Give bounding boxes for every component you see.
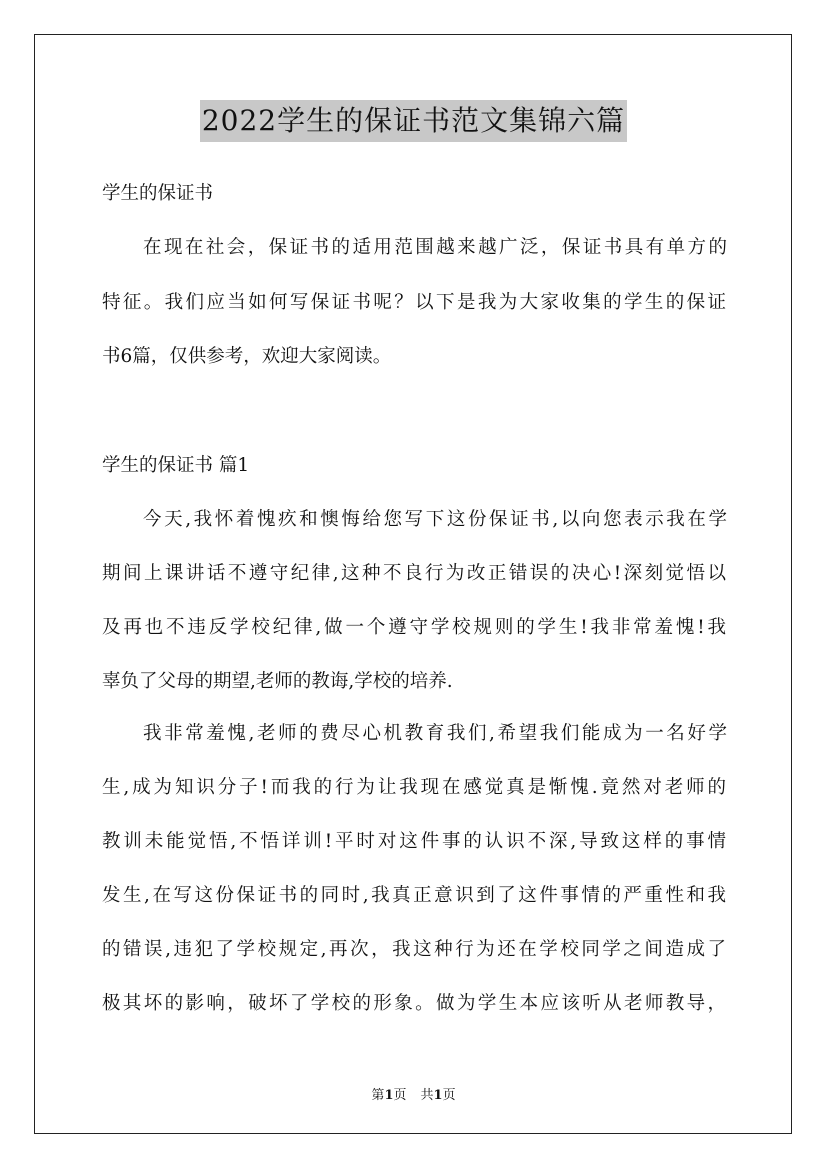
paragraph-line: 今天,我怀着愧疚和懊悔给您写下这份保证书,以向您表示我在学 xyxy=(143,509,727,530)
paragraph-line: 极其坏的影响，破坏了学校的形象。做为学生本应该听从老师教导， xyxy=(102,993,726,1014)
paragraph-line: 期间上课讲话不遵守纪律,这种不良行为改正错误的决心!深刻觉悟以 xyxy=(102,563,726,584)
intro-line: 特征。我们应当如何写保证书呢？以下是我为大家收集的学生的保证 xyxy=(102,292,726,313)
intro-heading: 学生的保证书 xyxy=(102,183,214,204)
page-number: 1 xyxy=(384,1088,394,1103)
paragraph-line: 教训未能觉悟,不悟详训!平时对这件事的认识不深,导致这样的事情 xyxy=(102,831,726,852)
page-suffix: 页 xyxy=(393,1088,407,1103)
page-prefix: 第 xyxy=(371,1088,385,1103)
paragraph-line: 的错误,违犯了学校规定,再次，我这种行为还在学校同学之间造成了 xyxy=(102,939,726,960)
title-container xyxy=(0,100,827,142)
paragraph-line: 发生,在写这份保证书的同时,我真正意识到了这件事情的严重性和我 xyxy=(102,885,726,906)
intro-line: 书6篇，仅供参考，欢迎大家阅读。 xyxy=(102,346,392,367)
document-title: 2022学生的保证书范文集锦六篇 xyxy=(200,100,627,142)
total-prefix: 共 xyxy=(420,1088,434,1103)
total-suffix: 页 xyxy=(442,1088,456,1103)
section-heading: 学生的保证书 篇1 xyxy=(102,455,250,476)
total-pages: 1 xyxy=(433,1088,443,1103)
paragraph-line: 生,成为知识分子!而我的行为让我现在感觉真是惭愧.竟然对老师的 xyxy=(102,777,726,798)
intro-line: 在现在社会，保证书的适用范围越来越广泛，保证书具有单方的 xyxy=(143,237,727,258)
paragraph-line: 我非常羞愧,老师的费尽心机教育我们,希望我们能成为一名好学 xyxy=(143,723,727,744)
page-footer xyxy=(0,1084,827,1103)
paragraph-line: 辜负了父母的期望,老师的教诲,学校的培养. xyxy=(102,671,453,692)
paragraph-line: 及再也不违反学校纪律,做一个遵守学校规则的学生!我非常羞愧!我 xyxy=(102,617,726,638)
